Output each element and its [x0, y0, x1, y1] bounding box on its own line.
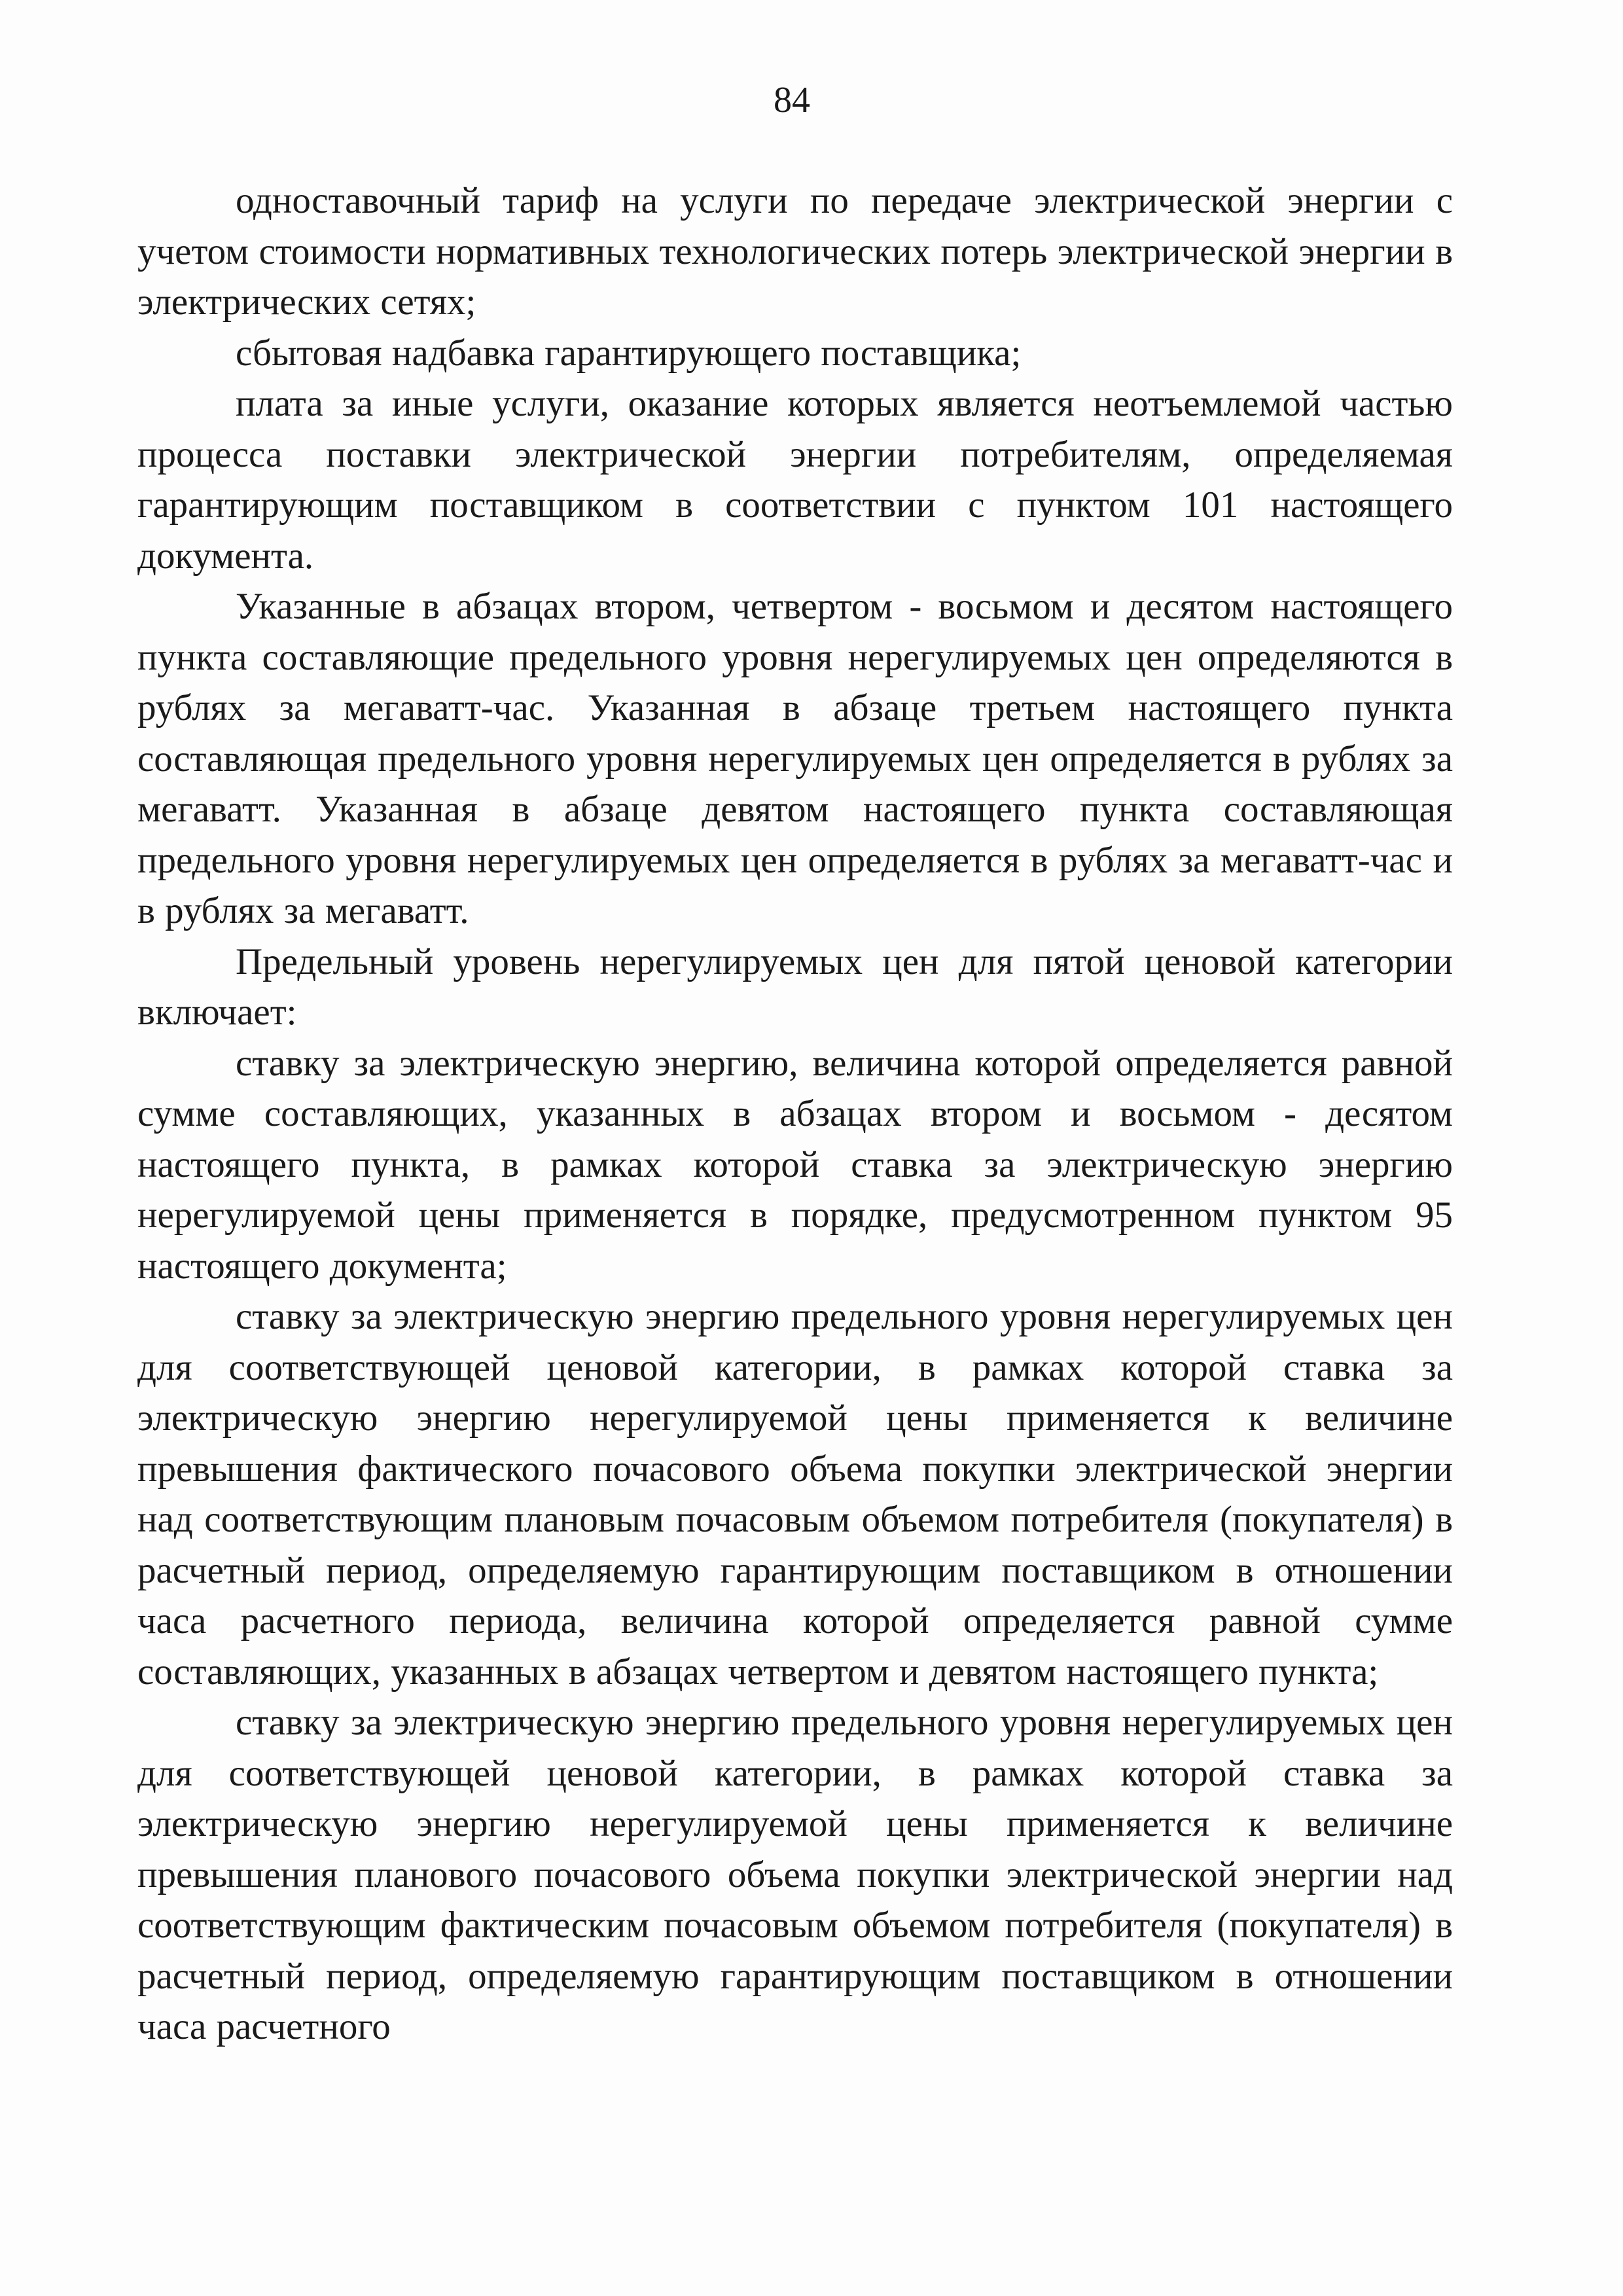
paragraph-tariff: одноставочный тариф на услуги по передаче электрической энергии с учетом стоимости нормативных технологических потерь электрической энергии в электрических сетях; [137, 180, 1453, 323]
paragraph-units: Указанные в абзацах втором, четвертом - восьмом и десятом настоящего пункта составляющие предельного уровня нерегулируемых цен определяются в рублях за мегаватт-час. Указанная в абзаце третьем настоящего пункта составляющая предельного уровня нерегулируемых цен определяется в рублях за мегаватт. Указанная в абзаце девятом настоящего пункта составляющая предельного уровня нерегулируемых цен определяется в рублях за мегаватт-час и в рублях за мегаватт. [137, 586, 1453, 931]
paragraph-excess-actual: ставку за электрическую энергию предельного уровня нерегулируемых цен для соответствующей ценовой категории, в рамках которой ставка за электрическую энергию нерегулируемой цены применяется к величине превышения фактического почасового объема покупки электрической энергии над соответствующим плановым почасовым объемом потребителя (покупателя) в расчетный период, определяемую гарантирующим поставщиком в отношении часа расчетного периода, величина которой определяется равной сумме составляющих, указанных в абзацах четвертом и девятом настоящего пункта; [137, 1296, 1453, 1693]
paragraph-fifth-category: Предельный уровень нерегулируемых цен для пятой ценовой категории включает: [137, 941, 1453, 1033]
paragraph-markup: сбытовая надбавка гарантирующего поставщика; [236, 332, 1022, 374]
paragraph-energy-rate: ставку за электрическую энергию, величина которой определяется равной сумме составляющих, указанных в абзацах втором и восьмом - десятом настоящего пункта, в рамках которой ставка за электрическую энергию нерегулируемой цены применяется в порядке, предусмотренном пунктом 95 настоящего документа; [137, 1042, 1453, 1287]
paragraph-other-services: плата за иные услуги, оказание которых является неотъемлемой частью процесса поставки электрической энергии потребителям, определяемая гарантирующим поставщиком в соответствии с пунктом 101 настоящего документа. [137, 383, 1453, 577]
page-number: 84 [774, 80, 810, 120]
paragraph-excess-planned: ставку за электрическую энергию предельного уровня нерегулируемых цен для соответствующей ценовой категории, в рамках которой ставка за электрическую энергию нерегулируемой цены применяется к величине превышения планового почасового объема покупки электрической энергии над соответствующим фактическим почасовым объемом потребителя (покупателя) в расчетный период, определяемую гарантирующим поставщиком в отношении часа расчетного [137, 1702, 1453, 2047]
document-body [137, 175, 1453, 2053]
